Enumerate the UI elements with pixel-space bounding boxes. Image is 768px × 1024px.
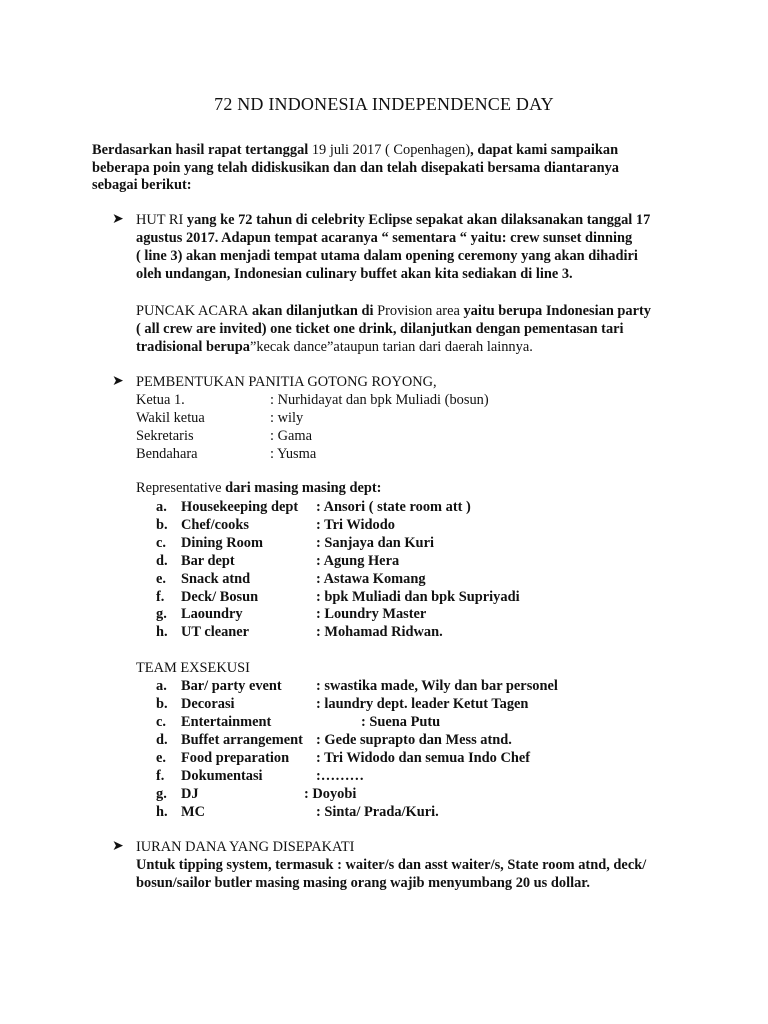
representative-heading: Representative dari masing masing dept: [136, 480, 382, 496]
intro-paragraph [92, 142, 692, 195]
committee-value: : wily [270, 410, 304, 426]
hut-ri-line-4: oleh undangan, Indonesian culinary buffet akan kita sediakan di line 3. [136, 266, 573, 282]
list-label: UT cleaner [181, 624, 250, 640]
committee-value: : Nurhidayat dan bpk Muliadi (bosun) [270, 392, 489, 408]
committee-label: Wakil ketua [136, 410, 205, 426]
intro-line-2: beberapa poin yang telah didiskusikan dan dan telah disepakati bersama diantaranya [92, 159, 619, 176]
list-letter: g. [156, 606, 167, 622]
section-iuran-dana [136, 838, 696, 892]
hut-ri-line-1: HUT RI yang ke 72 tahun di celebrity Eclipse sepakat akan dilaksanakan tanggal 17 [136, 212, 651, 228]
list-value: : Gede suprapto dan Mess atnd. [316, 732, 512, 748]
hut-ri-line-2: agustus 2017. Adapun tempat acaranya “ sementara “ yaitu: crew sunset dinning [136, 230, 633, 246]
committee-label: Sekretaris [136, 428, 194, 444]
committee-value: : Yusma [270, 446, 317, 462]
list-value: : Agung Hera [316, 553, 400, 569]
list-label: Dokumentasi [181, 768, 263, 784]
list-letter: b. [156, 517, 168, 533]
bullet-arrow-icon: ➤ [112, 374, 124, 389]
puncak-line-2: ( all crew are invited) one ticket one drink, dilanjutkan dengan pementasan tari [136, 321, 624, 337]
list-value: : Loundry Master [316, 606, 427, 622]
intro-line-3: sebagai berikut: [92, 177, 192, 193]
list-label: Bar dept [181, 553, 235, 569]
list-letter: a. [156, 499, 167, 515]
committee-heading: PEMBENTUKAN PANITIA GOTONG ROYONG, [136, 374, 437, 390]
section-hut-ri [136, 211, 696, 283]
list-label: DJ [181, 786, 199, 802]
list-value: : Ansori ( state room att ) [316, 499, 471, 515]
list-label: Bar/ party event [181, 678, 282, 694]
list-label: Chef/cooks [181, 517, 249, 533]
iuran-line-2: bosun/sailor butler masing masing orang wajib menyumbang 20 us dollar. [136, 875, 590, 891]
list-label: Food preparation [181, 750, 290, 766]
intro-line-1: Berdasarkan hasil rapat tertanggal 19 juli 2017 ( Copenhagen), dapat kami sampaikan [92, 142, 619, 158]
list-label: Deck/ Bosun [181, 589, 259, 605]
hut-ri-line-3: ( line 3) akan menjadi tempat utama dalam opening ceremony yang akan dihadiri [136, 248, 638, 264]
list-letter: f. [156, 589, 165, 605]
list-letter: h. [156, 804, 168, 820]
list-label: Decorasi [181, 696, 235, 712]
section-puncak-acara [136, 302, 696, 356]
list-label: MC [181, 804, 205, 820]
list-value: : Astawa Komang [316, 571, 426, 587]
list-label: Snack atnd [181, 571, 251, 587]
committee-label: Bendahara [136, 446, 198, 462]
list-value: : bpk Muliadi dan bpk Supriyadi [316, 589, 520, 605]
bullet-arrow-icon: ➤ [112, 839, 124, 854]
list-label: Housekeeping dept [181, 499, 299, 515]
list-letter: d. [156, 553, 168, 569]
list-value: : laundry dept. leader Ketut Tagen [316, 696, 529, 712]
list-value: : Mohamad Ridwan. [316, 624, 443, 640]
team-heading: TEAM EXSEKUSI [136, 660, 250, 676]
puncak-line-1: PUNCAK ACARA akan dilanjutkan di Provision area yaitu berupa Indonesian party [136, 303, 651, 319]
iuran-heading: IURAN DANA YANG DISEPAKATI [136, 839, 355, 855]
committee-label: Ketua 1. [136, 392, 185, 408]
bullet-arrow-icon: ➤ [112, 212, 124, 227]
list-value: : Tri Widodo [316, 517, 395, 533]
list-letter: g. [156, 786, 167, 802]
list-label: Buffet arrangement [181, 732, 303, 748]
document-title: 72 ND INDONESIA INDEPENDENCE DAY [214, 94, 554, 114]
list-letter: e. [156, 750, 166, 766]
list-letter: c. [156, 714, 166, 730]
list-value: : Sanjaya dan Kuri [316, 535, 434, 551]
list-letter: e. [156, 571, 166, 587]
list-letter: h. [156, 624, 168, 640]
list-value: : Tri Widodo dan semua Indo Chef [316, 750, 531, 766]
list-value: :……… [316, 768, 364, 784]
list-value: : swastika made, Wily dan bar personel [316, 678, 558, 694]
puncak-line-3: tradisional berupa”kecak dance”ataupun tarian dari daerah lainnya. [136, 339, 533, 355]
list-value: : Sinta/ Prada/Kuri. [316, 804, 439, 820]
list-letter: c. [156, 535, 166, 551]
list-letter: d. [156, 732, 168, 748]
list-letter: f. [156, 768, 165, 784]
list-value: : Suena Putu [361, 714, 441, 730]
list-value: : Doyobi [304, 786, 357, 802]
list-label: Dining Room [181, 535, 263, 551]
committee-value: : Gama [270, 428, 312, 444]
list-label: Entertainment [181, 714, 272, 730]
list-label: Laoundry [181, 606, 243, 622]
iuran-line-1: Untuk tipping system, termasuk : waiter/s dan asst waiter/s, State room atnd, deck/ [136, 857, 647, 873]
list-letter: a. [156, 678, 167, 694]
list-letter: b. [156, 696, 168, 712]
